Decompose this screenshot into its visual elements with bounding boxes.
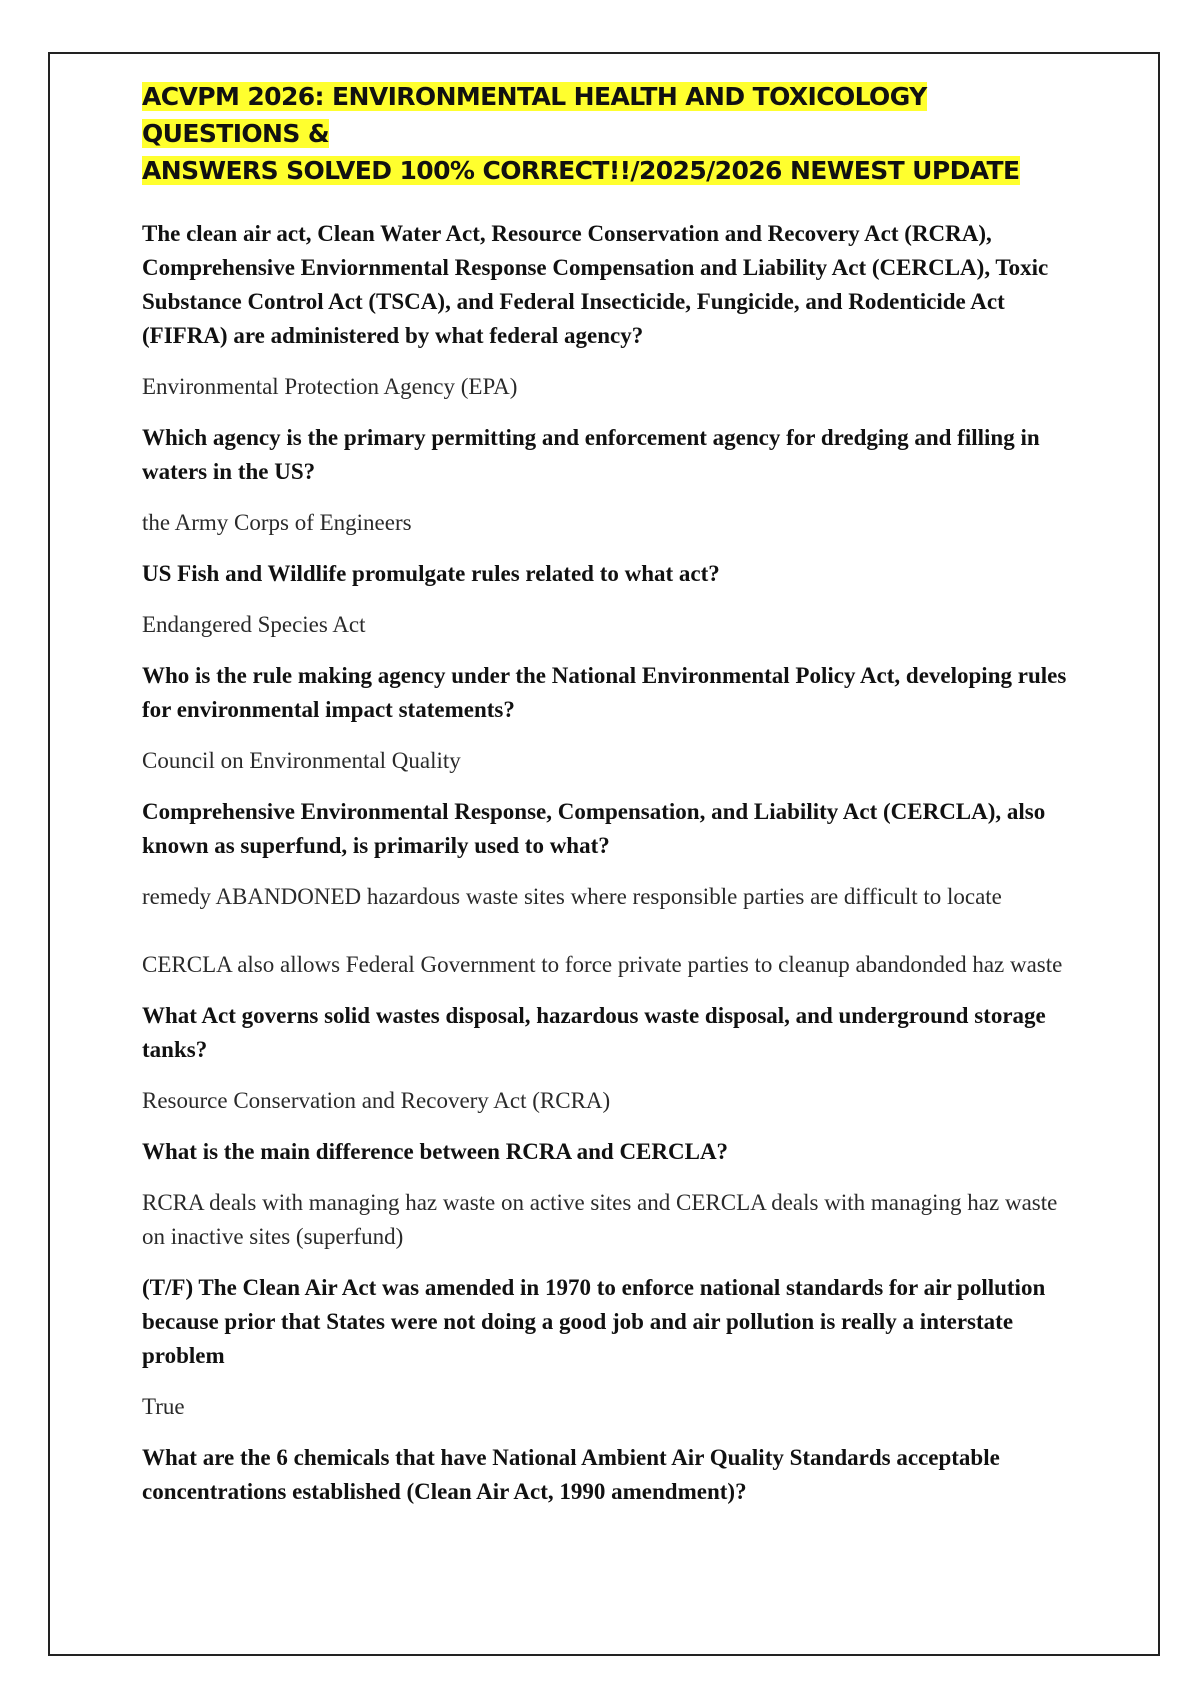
question-4: Who is the rule making agency under the National Environmental Policy Act, developing rules for environmental impact statements? bbox=[142, 663, 1067, 722]
question-7: What is the main difference between RCRA and CERCLA? bbox=[142, 1139, 729, 1164]
document-title bbox=[142, 78, 1072, 189]
answer-5-extra: CERCLA also allows Federal Government to force private parties to cleanup abandonded haz waste bbox=[142, 952, 1063, 977]
answer-3: Endangered Species Act bbox=[142, 612, 366, 637]
title-line-1: ACVPM 2026: ENVIRONMENTAL HEALTH AND TOXICOLOGY QUESTIONS & bbox=[142, 82, 927, 148]
question-5: Comprehensive Environmental Response, Compensation, and Liability Act (CERCLA), also known as superfund, is primarily used to what? bbox=[142, 799, 1046, 858]
question-8: (T/F) The Clean Air Act was amended in 1970 to enforce national standards for air pollution because prior that States were not doing a good job and air pollution is really a interstate problem bbox=[142, 1275, 1046, 1368]
answer-7: RCRA deals with managing haz waste on active sites and CERCLA deals with managing haz waste on inactive sites (superfund) bbox=[142, 1190, 1058, 1249]
qa-list bbox=[142, 217, 1072, 1509]
question-2: Which agency is the primary permitting and enforcement agency for dredging and filling in waters in the US? bbox=[142, 425, 1040, 484]
title-line-2: ANSWERS SOLVED 100% CORRECT!!/2025/2026 NEWEST UPDATE bbox=[142, 156, 1020, 185]
answer-8: True bbox=[142, 1394, 185, 1419]
question-9: What are the 6 chemicals that have National Ambient Air Quality Standards acceptable concentrations established (Clean Air Act, 1990 amendment)? bbox=[142, 1445, 1000, 1504]
answer-5: remedy ABANDONED hazardous waste sites where responsible parties are difficult to locate bbox=[142, 884, 1002, 909]
answer-1: Environmental Protection Agency (EPA) bbox=[142, 374, 518, 399]
document-body bbox=[142, 78, 1072, 1526]
question-6: What Act governs solid wastes disposal, hazardous waste disposal, and underground storage tanks? bbox=[142, 1003, 1046, 1062]
question-3: US Fish and Wildlife promulgate rules related to what act? bbox=[142, 561, 720, 586]
answer-4: Council on Environmental Quality bbox=[142, 748, 461, 773]
question-1: The clean air act, Clean Water Act, Resource Conservation and Recovery Act (RCRA), Comprehensive Enviornmental Response Compensation and Liability Act (CERCLA), Toxic Substance Control Act (TSCA), and Federal Insecticide, Fungicide, and Rodenticide Act (FIFRA) are administered by what federal agency? bbox=[142, 221, 1049, 348]
answer-2: the Army Corps of Engineers bbox=[142, 510, 412, 535]
answer-6: Resource Conservation and Recovery Act (RCRA) bbox=[142, 1088, 611, 1113]
